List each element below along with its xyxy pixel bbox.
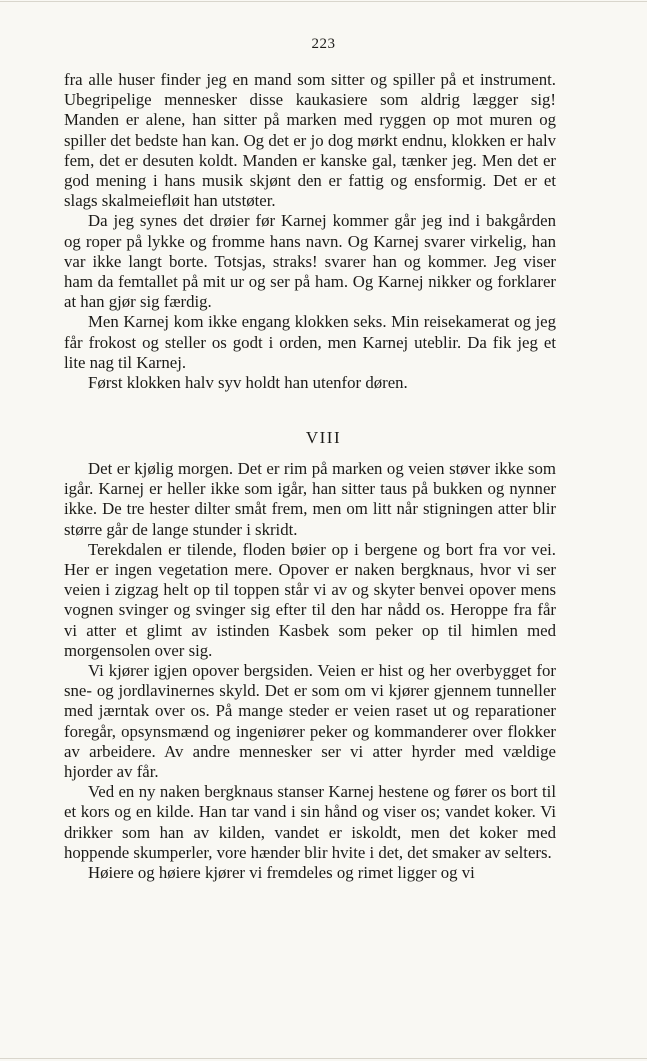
paragraph: Først klokken halv syv holdt han utenfor døren. xyxy=(88,373,408,393)
paragraph: Høiere og høiere kjører vi fremdeles og rimet ligger og vi xyxy=(88,863,475,883)
chapter-heading: VIII xyxy=(305,428,342,447)
paragraph: Det er kjølig morgen. Det er rim på marken og veien støver ikke som igår. Karnej er heller ikke som igår, han sitter taus på bukken og nynner ikke. De tre hester dilter småt frem, men om litt når stigningen atter blir større går de lange stunder i skridt. xyxy=(64,459,556,539)
page-bottom-edge xyxy=(0,1058,647,1059)
paragraph: fra alle huser finder jeg en mand som sitter og spiller på et instrument. Ubegripelige mennesker disse kaukasiere som aldrig lægger sig! Manden er alene, han sitter på marken med ryggen op mot muren og spiller det bedste han kan. Og det er jo dog mørkt endnu, klokken er halv fem, det er desuten koldt. Manden er kanske gal, tænker jeg. Men det er god mening i hans musik skjønt den er fattig og ensformig. Det er et slags skalmeiefløit han utstøter. xyxy=(64,70,556,211)
section-text-after-heading xyxy=(64,459,556,883)
paragraph: Men Karnej kom ikke engang klokken seks. Min reisekamerat og jeg får frokost og steller os godt i orden, men Karnej uteblir. Da fik jeg et lite nag til Karnej. xyxy=(64,312,556,372)
paragraph: Ved en ny naken bergknaus stanser Karnej hestene og fører os bort til et kors og en kilde. Han tar vand i sin hånd og viser os; vandet koker. Vi drikker som han av kilden, vandet er iskoldt, men det koker med hoppende skumperler, vore hænder blir hvite i det, det smaker av selters. xyxy=(64,782,556,862)
paragraph: Vi kjører igjen opover bergsiden. Veien er hist og her overbygget for sne- og jordlavinernes skyld. Det er som om vi kjører gjennem tunneller med jærntak over os. På mange steder er veien raset ut og reparationer foregår, opsynsmænd og ingeniører peker og kommanderer over flokker av arbeidere. Av andre mennesker ser vi atter hyrder med vældige hjorder av får. xyxy=(64,661,556,782)
paragraph: Da jeg synes det drøier før Karnej kommer går jeg ind i bakgården og roper på lykke og fromme hans navn. Og Karnej svarer virkelig, han var ikke langt borte. Totsjas, straks! svarer han og kommer. Jeg viser ham da femtallet på mit ur og ser på ham. Og Karnej nikker og forklarer at han gjør sig færdig. xyxy=(64,211,556,312)
page-top-edge xyxy=(0,1,647,2)
page-number: 223 xyxy=(311,36,336,52)
section-text-before-heading xyxy=(64,70,556,393)
paragraph: Terekdalen er tilende, floden bøier op i bergene og bort fra vor vei. Her er ingen vegetation mere. Opover er naken bergknaus, hvor vi ser veien i zigzag helt op til toppen står vi av og skyter benvei opover mens vognen svinger og svinger sig efter til den har nådd os. Heroppe fra får vi atter et glimt av istinden Kasbek som peker op til himlen med morgensolen over sig. xyxy=(64,539,556,660)
